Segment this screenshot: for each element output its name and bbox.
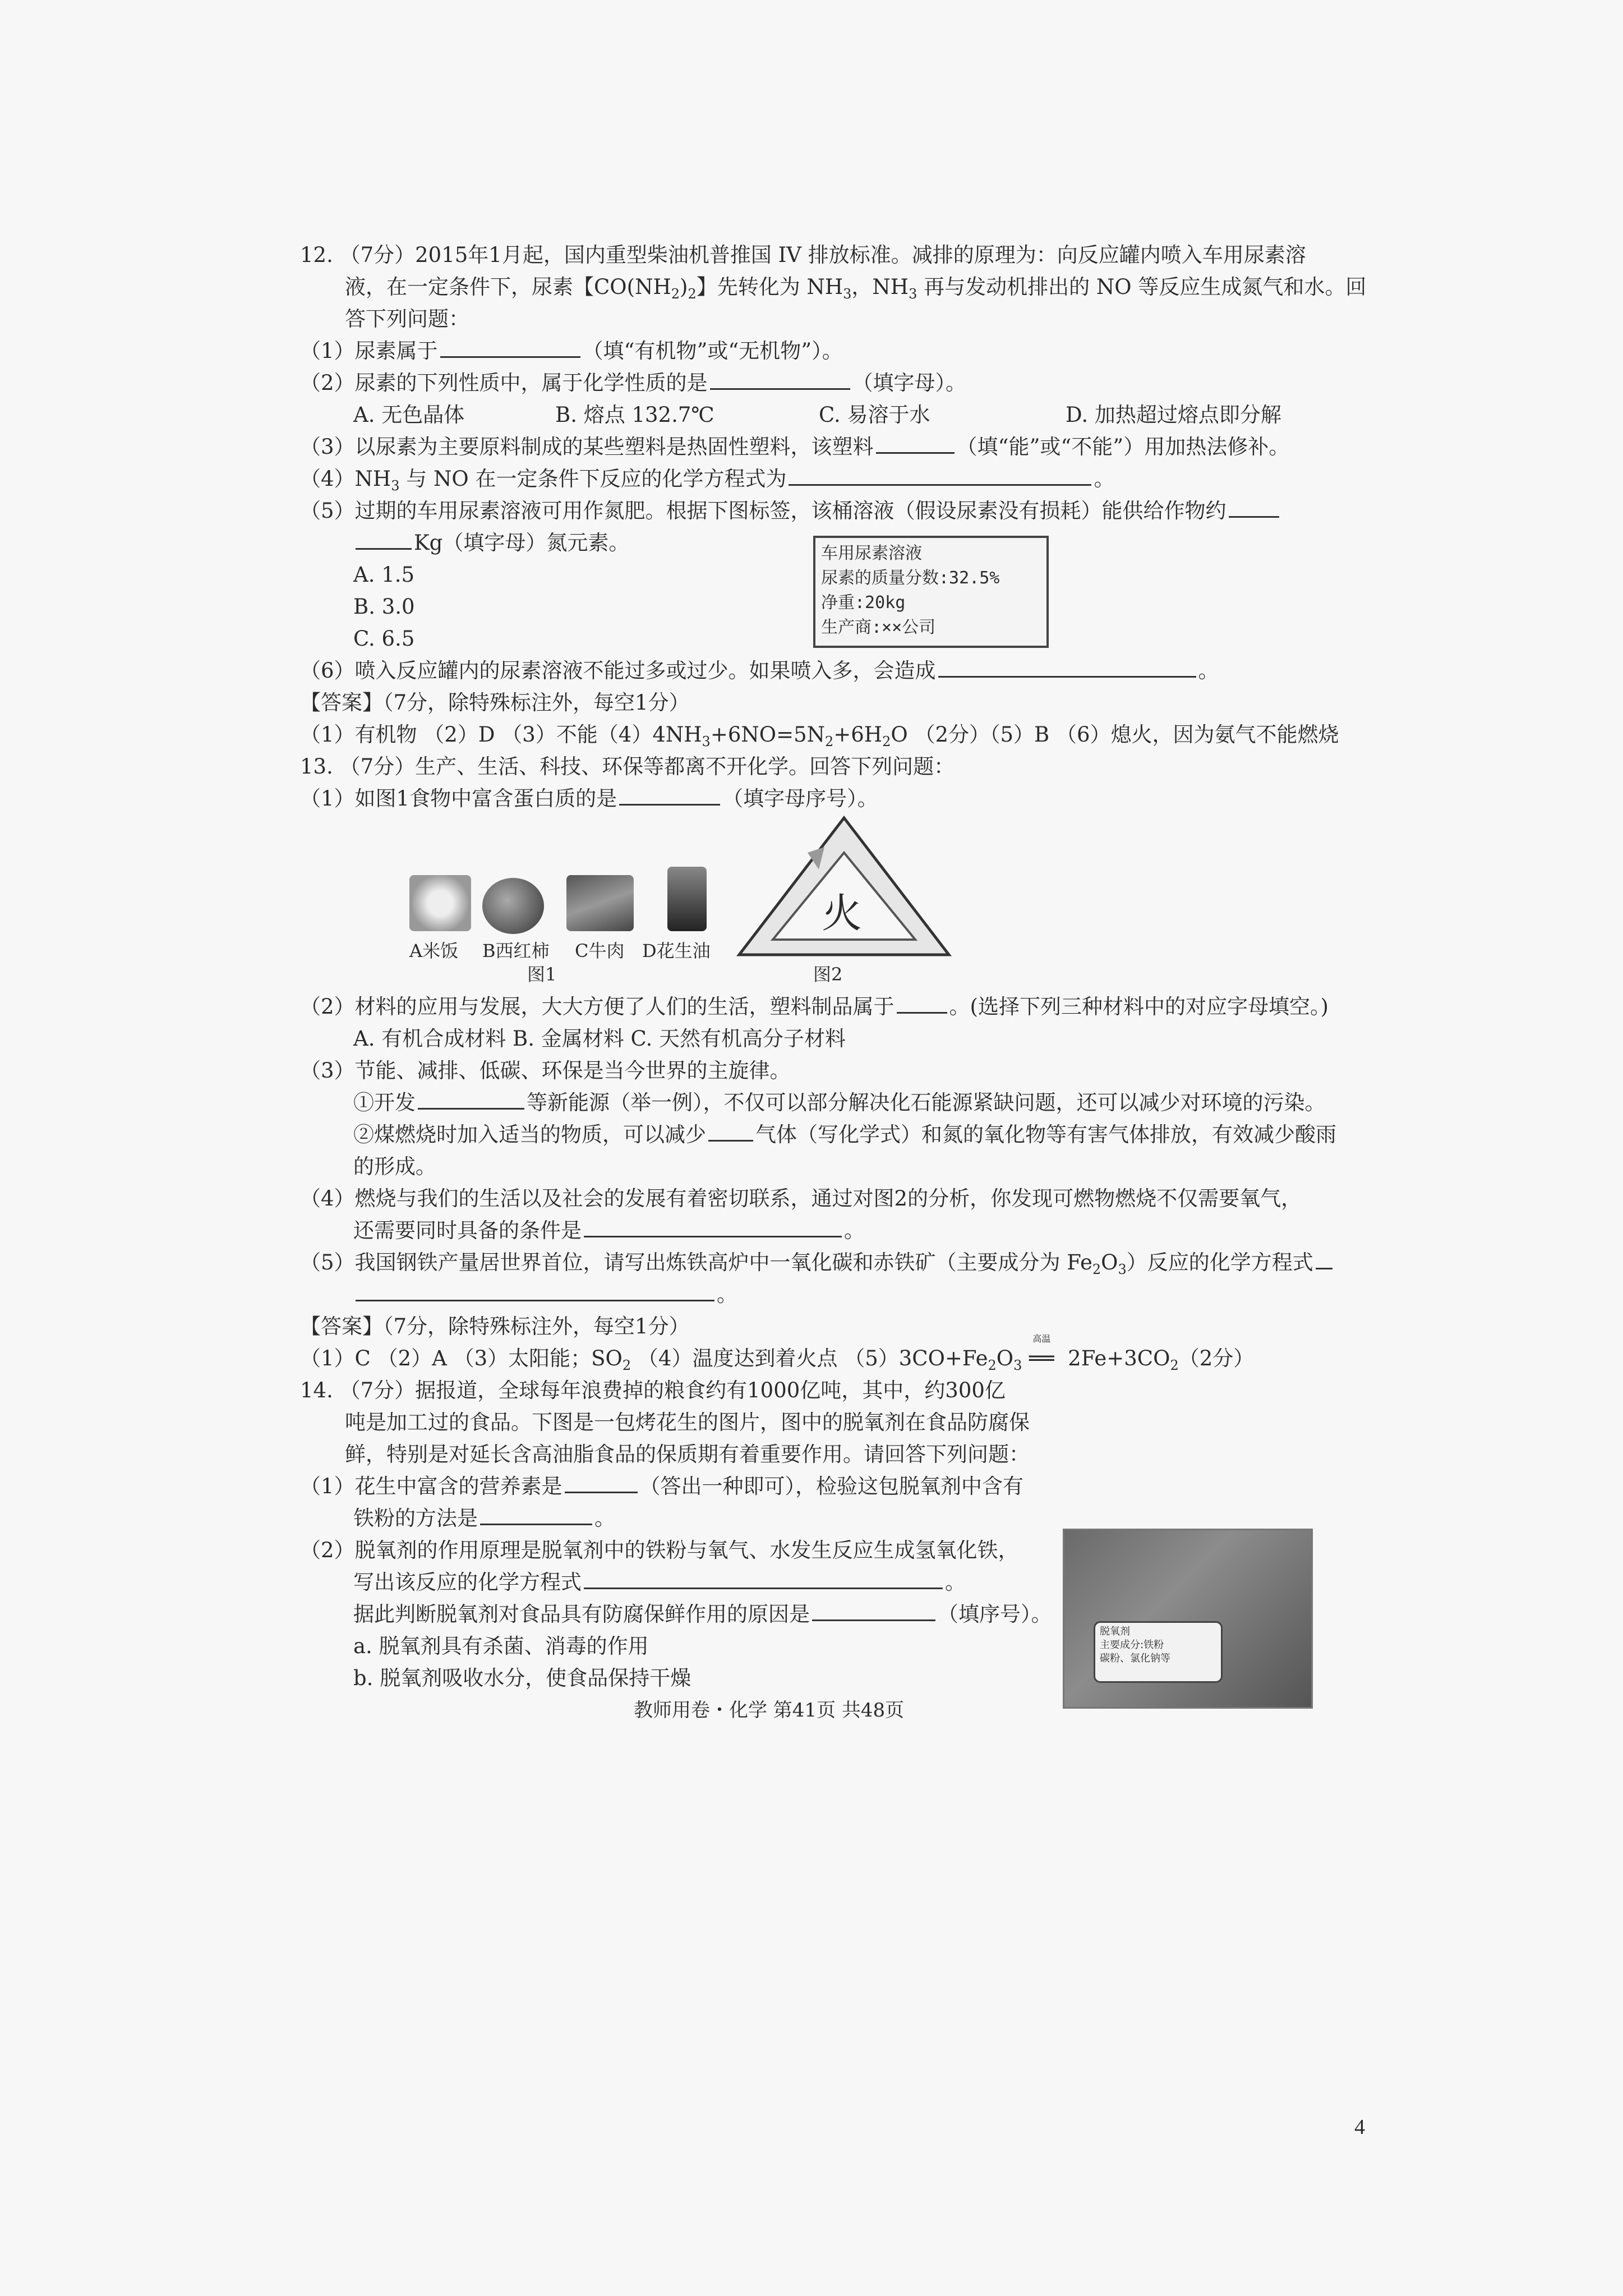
q12-choice-b: B. 3.0 [353, 595, 415, 619]
label-line: 车用尿素溶液 [821, 544, 922, 563]
answer-blank[interactable] [710, 369, 850, 390]
q14-part1-cont: 铁粉的方法是 。 [353, 1504, 615, 1533]
q13-part4-cont: 还需要同时具备的条件是 。 [353, 1217, 865, 1245]
q13-part3-ii: ②煤燃烧时加入适当的物质，可以减少 气体（写化学式）和氮的氧化物等有害气体排放，有效减少酸雨 [353, 1121, 1336, 1149]
q12-stem-line3: 答下列问题： [345, 307, 469, 331]
q14-stem-line1: 14. （7分）据报道，全球每年浪费掉的粮食约有1000亿吨，其中，约300亿 [300, 1378, 1006, 1402]
q12-option-a: A. 无色晶体 [353, 403, 465, 427]
q13-part1: （1）如图1食物中富含蛋白质的是 （填字母序号）。 [300, 785, 878, 813]
q13-part3: （3）节能、减排、低碳、环保是当今世界的主旋律。 [300, 1059, 791, 1083]
food-caption-b: B西红柿 [482, 940, 550, 961]
q12-part6: （6）喷入反应罐内的尿素溶液不能过多或过少。如果喷入多，会造成 。 [300, 657, 1219, 685]
q12-answer: （1）有机物 （2）D （3）不能$(4)4NH_3+6NO=5N_2+6H_2O$ （2分）（5）B （6）熄火，因为氨气不能燃烧 [300, 723, 1339, 749]
q14-part2-line2: 写出该反应的化学方程式 。 [353, 1568, 966, 1596]
q12-option-d: D. 加热超过熔点即分解 [1066, 403, 1281, 427]
tomato-image [482, 878, 544, 934]
answer-blank[interactable] [584, 1217, 842, 1237]
q13-part4: （4）燃烧与我们的生活以及社会的发展有着密切联系，通过对图2的分析，你发现可燃物燃烧不仅需要氧气， [300, 1186, 1302, 1211]
callout-line: 主要成分:铁粉 [1100, 1639, 1164, 1651]
q12-choice-a: A. 1.5 [353, 563, 415, 587]
q12-option-c: C. 易溶于水 [819, 403, 930, 427]
q13-part3-i: ①开发 等新能源（举一例），不仅可以部分解决化石能源紧缺问题，还可以减少对环境的污染。 [353, 1089, 1326, 1117]
answer-blank[interactable] [356, 1281, 714, 1301]
q12-option-b: B. 熔点 132.7℃ [555, 403, 714, 427]
callout-line: 碳粉、氯化钠等 [1100, 1653, 1170, 1664]
q14-stem-line2: 吨是加工过的食品。下图是一包烤花生的图片，图中的脱氧剂在食品防腐保 [345, 1410, 1030, 1434]
answer-blank[interactable] [708, 1121, 753, 1142]
answer-blank[interactable] [619, 785, 720, 806]
q13-part5-cont: 。 [353, 1281, 737, 1309]
q13-answer: （1）C （2）A （3）太阳能；$SO_2$ （4）温度达到着火点 $(5)3CO+Fe_2O_3$ 高温 ══ $2Fe+3CO_2(2$分） [300, 1333, 1255, 1373]
q12-part2: （2）尿素的下列性质中，属于化学性质的是 （填字母）。 [300, 369, 966, 397]
answer-blank[interactable] [876, 433, 955, 454]
q14-part1: （1）花生中富含的营养素是 （答出一种即可），检验这包脱氧剂中含有 [300, 1473, 1023, 1501]
q13-part2: （2）材料的应用与发展，大大方便了人们的生活，塑料制品属于 。(选择下列三种材料中的对应字母填空。) [300, 993, 1329, 1021]
q13-stem: 13. （7分）生产、生活、科技、环保等都离不开化学。回答下列问题： [300, 754, 955, 779]
answer-blank[interactable] [812, 1600, 935, 1621]
q12-answer-heading: 【答案】（7分，除特殊标注外，每空1分） [300, 691, 690, 715]
q14-part2-line3: 据此判断脱氧剂对食品具有防腐保鲜作用的原因是 （填序号）。 [353, 1600, 1052, 1628]
q14-stem-line3: 鲜，特别是对延长含高油脂食品的保质期有着重要作用。请回答下列问题： [345, 1442, 1030, 1466]
callout-line: 脱氧剂 [1100, 1626, 1130, 1637]
label-line: 尿素的质量分数:32.5% [821, 568, 1000, 588]
answer-blank[interactable] [440, 337, 580, 358]
answer-blank[interactable] [1229, 497, 1279, 518]
deoxidizer-callout [1094, 1621, 1223, 1683]
q13-part5: （5）我国钢铁产量居世界首位，请写出炼铁高炉中一氧化碳和赤铁矿（主要成分为 $Fe_2O_3$）反应的化学方程式 [300, 1249, 1335, 1283]
label-line: 净重:20kg [821, 593, 906, 613]
answer-blank[interactable] [938, 657, 1196, 678]
answer-blank[interactable] [1316, 1249, 1332, 1269]
beef-image [566, 875, 634, 931]
answer-blank[interactable] [584, 1568, 943, 1589]
q12-stem-line2: 液，在一定条件下，尿素【$CO(NH_2)_2$】先转化为 $NH_3$，$NH_3$ 再与发动机排出的 NO 等反应生成氮气和水。回 [345, 275, 1367, 302]
answer-blank[interactable] [356, 529, 412, 550]
q12-choice-c: C. 6.5 [353, 627, 415, 651]
answer-blank[interactable] [565, 1473, 638, 1493]
q12-part1: （1）尿素属于 （填“有机物”或“无机物”）。 [300, 337, 843, 365]
figure2-caption: 图2 [813, 964, 843, 985]
q12-part3: （3）以尿素为主要原料制成的某些塑料是热固性塑料，该塑料 （填“能”或“不能”）用加热法修补。 [300, 433, 1289, 461]
answer-blank[interactable] [897, 993, 947, 1014]
q12-stem-line1: 12. （7分）2015年1月起，国内重型柴油机普推国 IV 排放标准。减排的原理为：向反应罐内喷入车用尿素溶 [300, 243, 1306, 267]
reaction-condition: 高温 [1032, 1333, 1051, 1344]
q14-part2: （2）脱氧剂的作用原理是脱氧剂中的铁粉与氧气、水发生反应生成氢氧化铁， [300, 1538, 1019, 1562]
peanut-oil-image [667, 867, 707, 931]
q12-part4: $(4)NH_3$ 与 NO 在一定条件下反应的化学方程式为 。 [300, 465, 1114, 500]
q12-part5-line2: Kg（填字母）氮元素。 [353, 529, 629, 557]
page-footer: 教师用卷・化学 第41页 共48页 [634, 1699, 905, 1722]
figure1-caption: 图1 [527, 964, 557, 985]
q13-answer-heading: 【答案】（7分，除特殊标注外，每空1分） [300, 1314, 690, 1338]
answer-blank[interactable] [480, 1504, 592, 1525]
q14-option-a: a. 脱氧剂具有杀菌、消毒的作用 [353, 1634, 649, 1658]
label-line: 生产商:××公司 [821, 618, 936, 637]
q14-option-b: b. 脱氧剂吸收水分，使食品保持干燥 [353, 1666, 691, 1690]
answer-blank[interactable] [789, 465, 1091, 486]
rice-image [409, 875, 471, 931]
food-caption-d: D花生油 [642, 940, 711, 961]
fire-character: 火 [822, 890, 863, 937]
food-caption-a: A米饭 [409, 940, 459, 961]
q13-part3-ii-cont: 的形成。 [353, 1154, 436, 1179]
food-caption-c: C牛肉 [575, 940, 625, 961]
urea-label-box [813, 536, 1049, 648]
answer-blank[interactable] [418, 1089, 524, 1110]
q12-part5: （5）过期的车用尿素溶液可用作氮肥。根据下图标签，该桶溶液（假设尿素没有损耗）能供给作物约 [300, 497, 1281, 525]
q13-part2-options: A. 有机合成材料 B. 金属材料 C. 天然有机高分子材料 [353, 1027, 846, 1051]
page-number: 4 [1354, 2115, 1365, 2139]
